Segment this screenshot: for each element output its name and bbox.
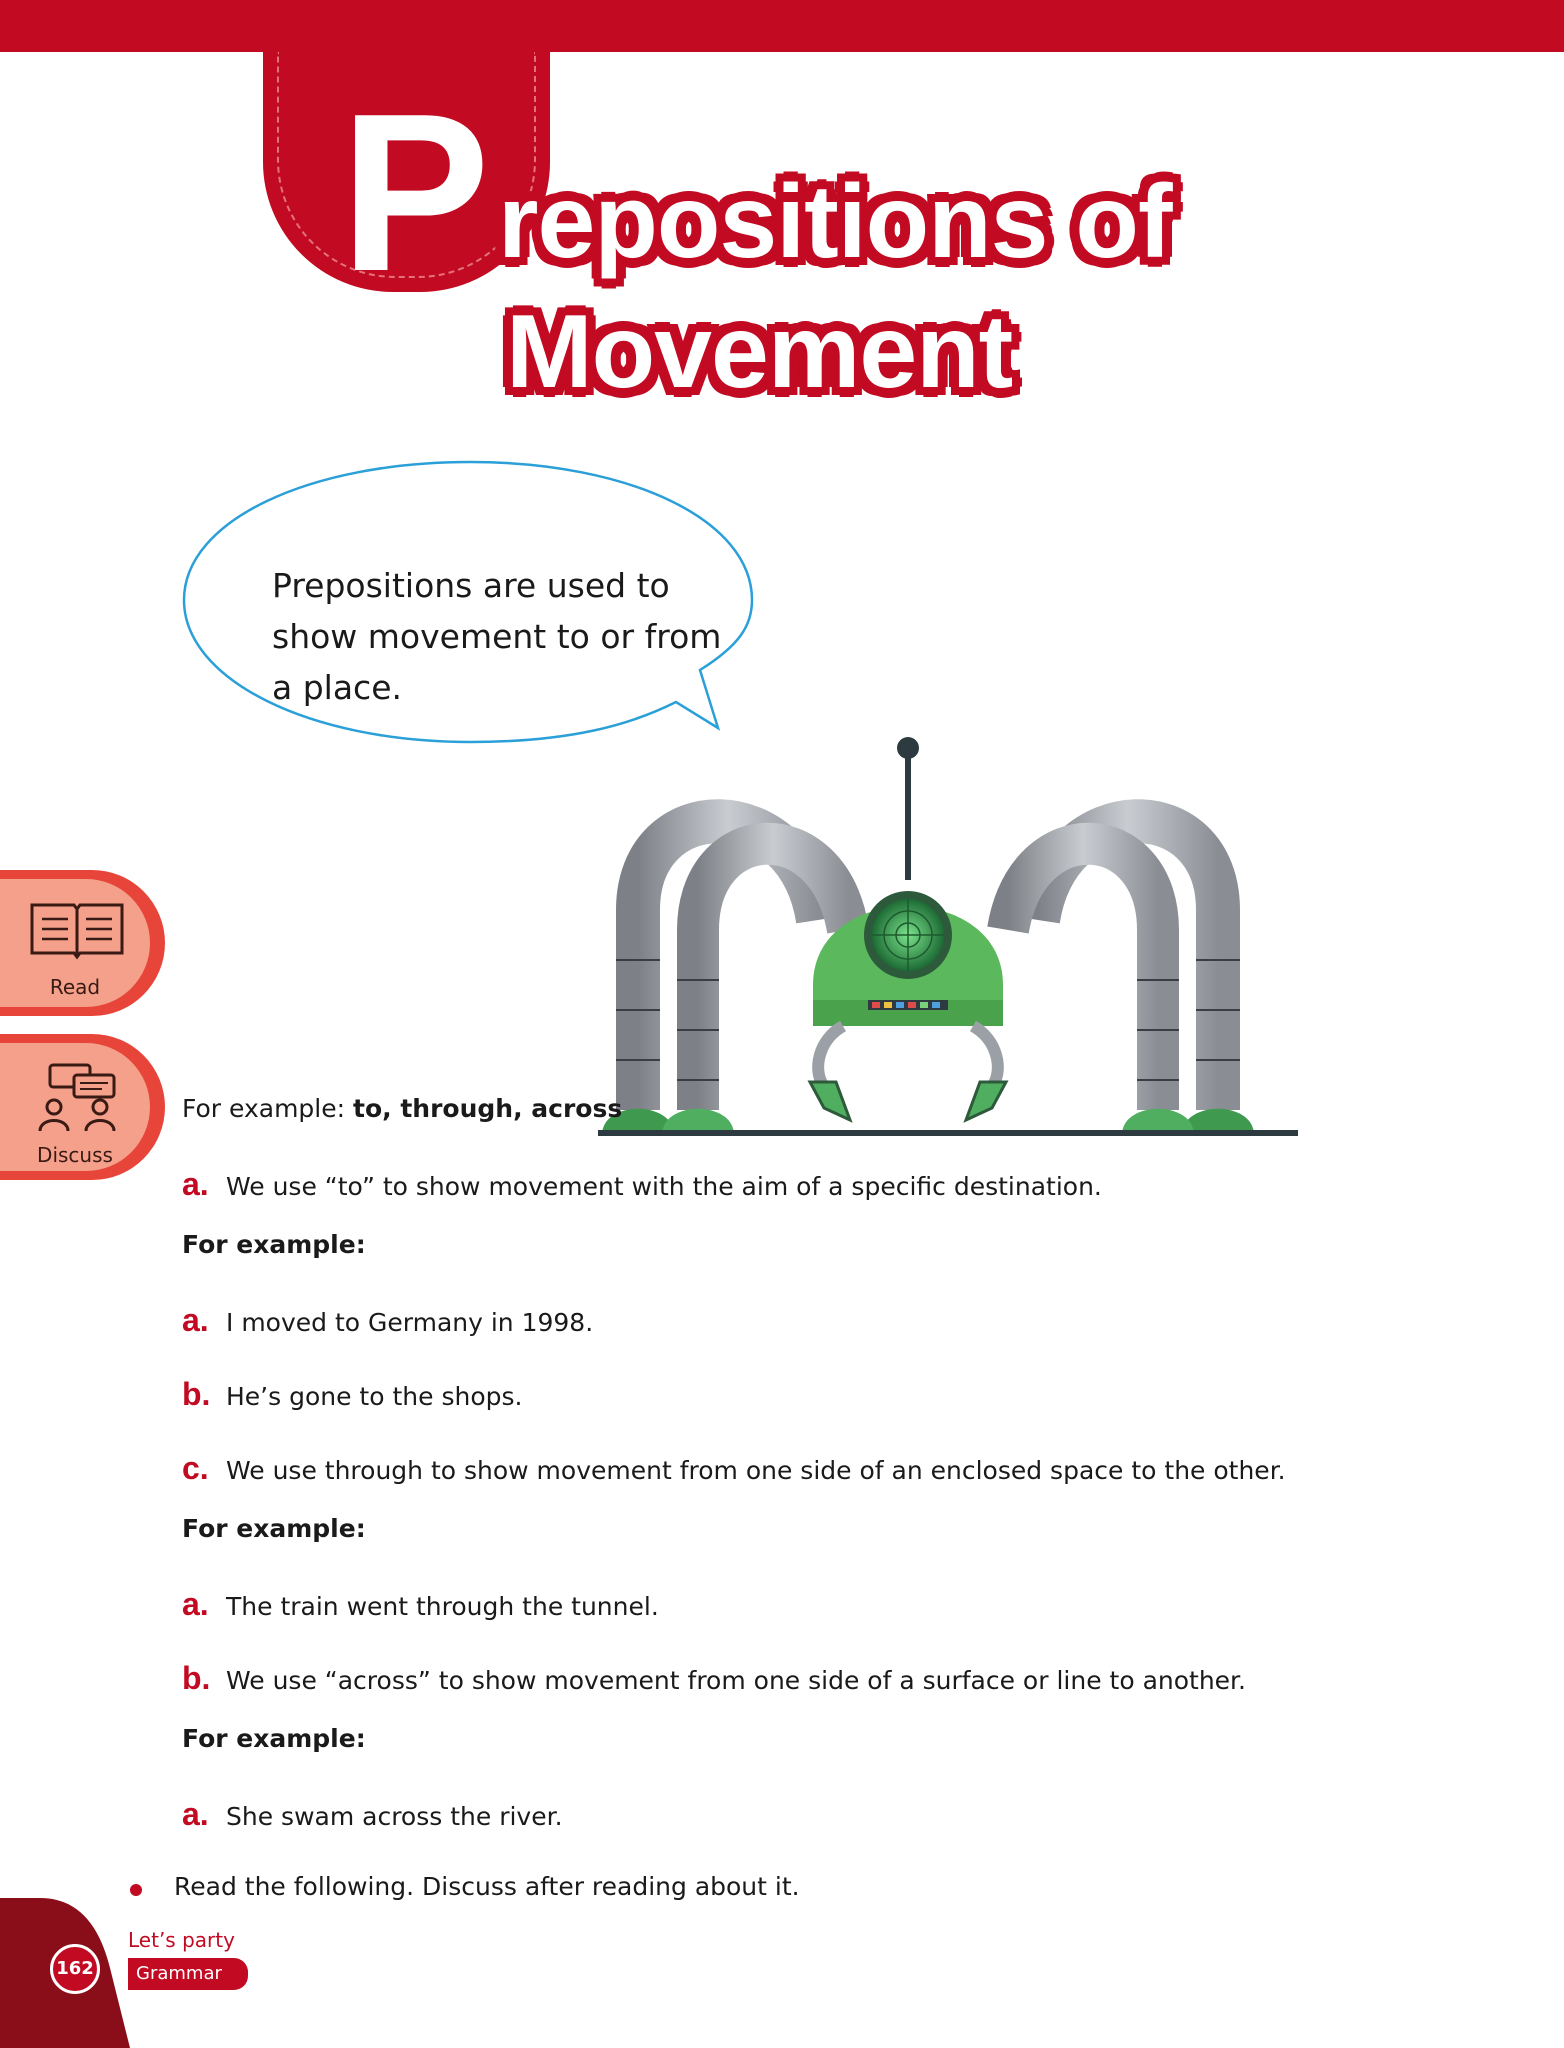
item-marker: b. — [182, 1660, 211, 1696]
item-marker: c. — [182, 1450, 209, 1486]
item-text: We use “to” to show movement with the aim of a specific destination. — [226, 1172, 1102, 1201]
speech-bubble-text: Prepositions are used to show movement to or from a place. — [272, 566, 722, 707]
item-text: The train went through the tunnel. — [226, 1592, 659, 1621]
book-icon — [28, 897, 126, 963]
item-text: He’s gone to the shops. — [226, 1382, 523, 1411]
side-tab-discuss-label: Discuss — [37, 1143, 113, 1167]
list-item — [182, 1166, 1102, 1203]
item-text: I moved to Germany in 1998. — [226, 1308, 594, 1337]
for-example-label: For example: — [182, 1514, 366, 1543]
page-number: 162 — [50, 1944, 100, 1994]
bullet-icon — [130, 1884, 142, 1896]
item-marker: a. — [182, 1302, 209, 1338]
robot-illustration — [588, 730, 1308, 1140]
footer-book-title: Let’s party — [128, 1928, 235, 1952]
item-text: We use “across” to show movement from one side of a surface or line to another. — [226, 1666, 1246, 1695]
side-tab-read-label: Read — [49, 975, 101, 999]
item-text: We use through to show movement from one side of an enclosed space to the other. — [226, 1456, 1286, 1485]
for-example-label: For example: — [182, 1724, 366, 1753]
side-tab-read[interactable] — [0, 870, 165, 1016]
intro-label: For example: — [182, 1094, 346, 1123]
item-marker: a. — [182, 1796, 209, 1832]
list-item — [182, 1302, 593, 1339]
item-marker: a. — [182, 1586, 209, 1622]
list-item — [182, 1376, 522, 1413]
instruction-text: Read the following. Discuss after reading about it. — [174, 1872, 800, 1901]
list-item — [182, 1796, 563, 1833]
list-item — [182, 1660, 1246, 1697]
footer-section: Grammar — [128, 1958, 248, 1990]
list-item — [182, 1586, 659, 1623]
item-marker: a. — [182, 1166, 209, 1202]
intro-words: to, through, across — [353, 1094, 623, 1123]
side-tab-discuss[interactable] — [0, 1034, 165, 1180]
item-marker: b. — [182, 1376, 211, 1412]
item-text: She swam across the river. — [226, 1802, 563, 1831]
discuss-icon — [28, 1061, 126, 1133]
intro-line — [182, 1094, 622, 1123]
list-item — [182, 1450, 1286, 1487]
top-banner — [0, 0, 1564, 52]
page-title-line1: repositions of — [498, 164, 1172, 280]
page-title-line2: Movement — [506, 294, 1013, 410]
for-example-label: For example: — [182, 1230, 366, 1259]
title-initial: P — [340, 66, 491, 318]
